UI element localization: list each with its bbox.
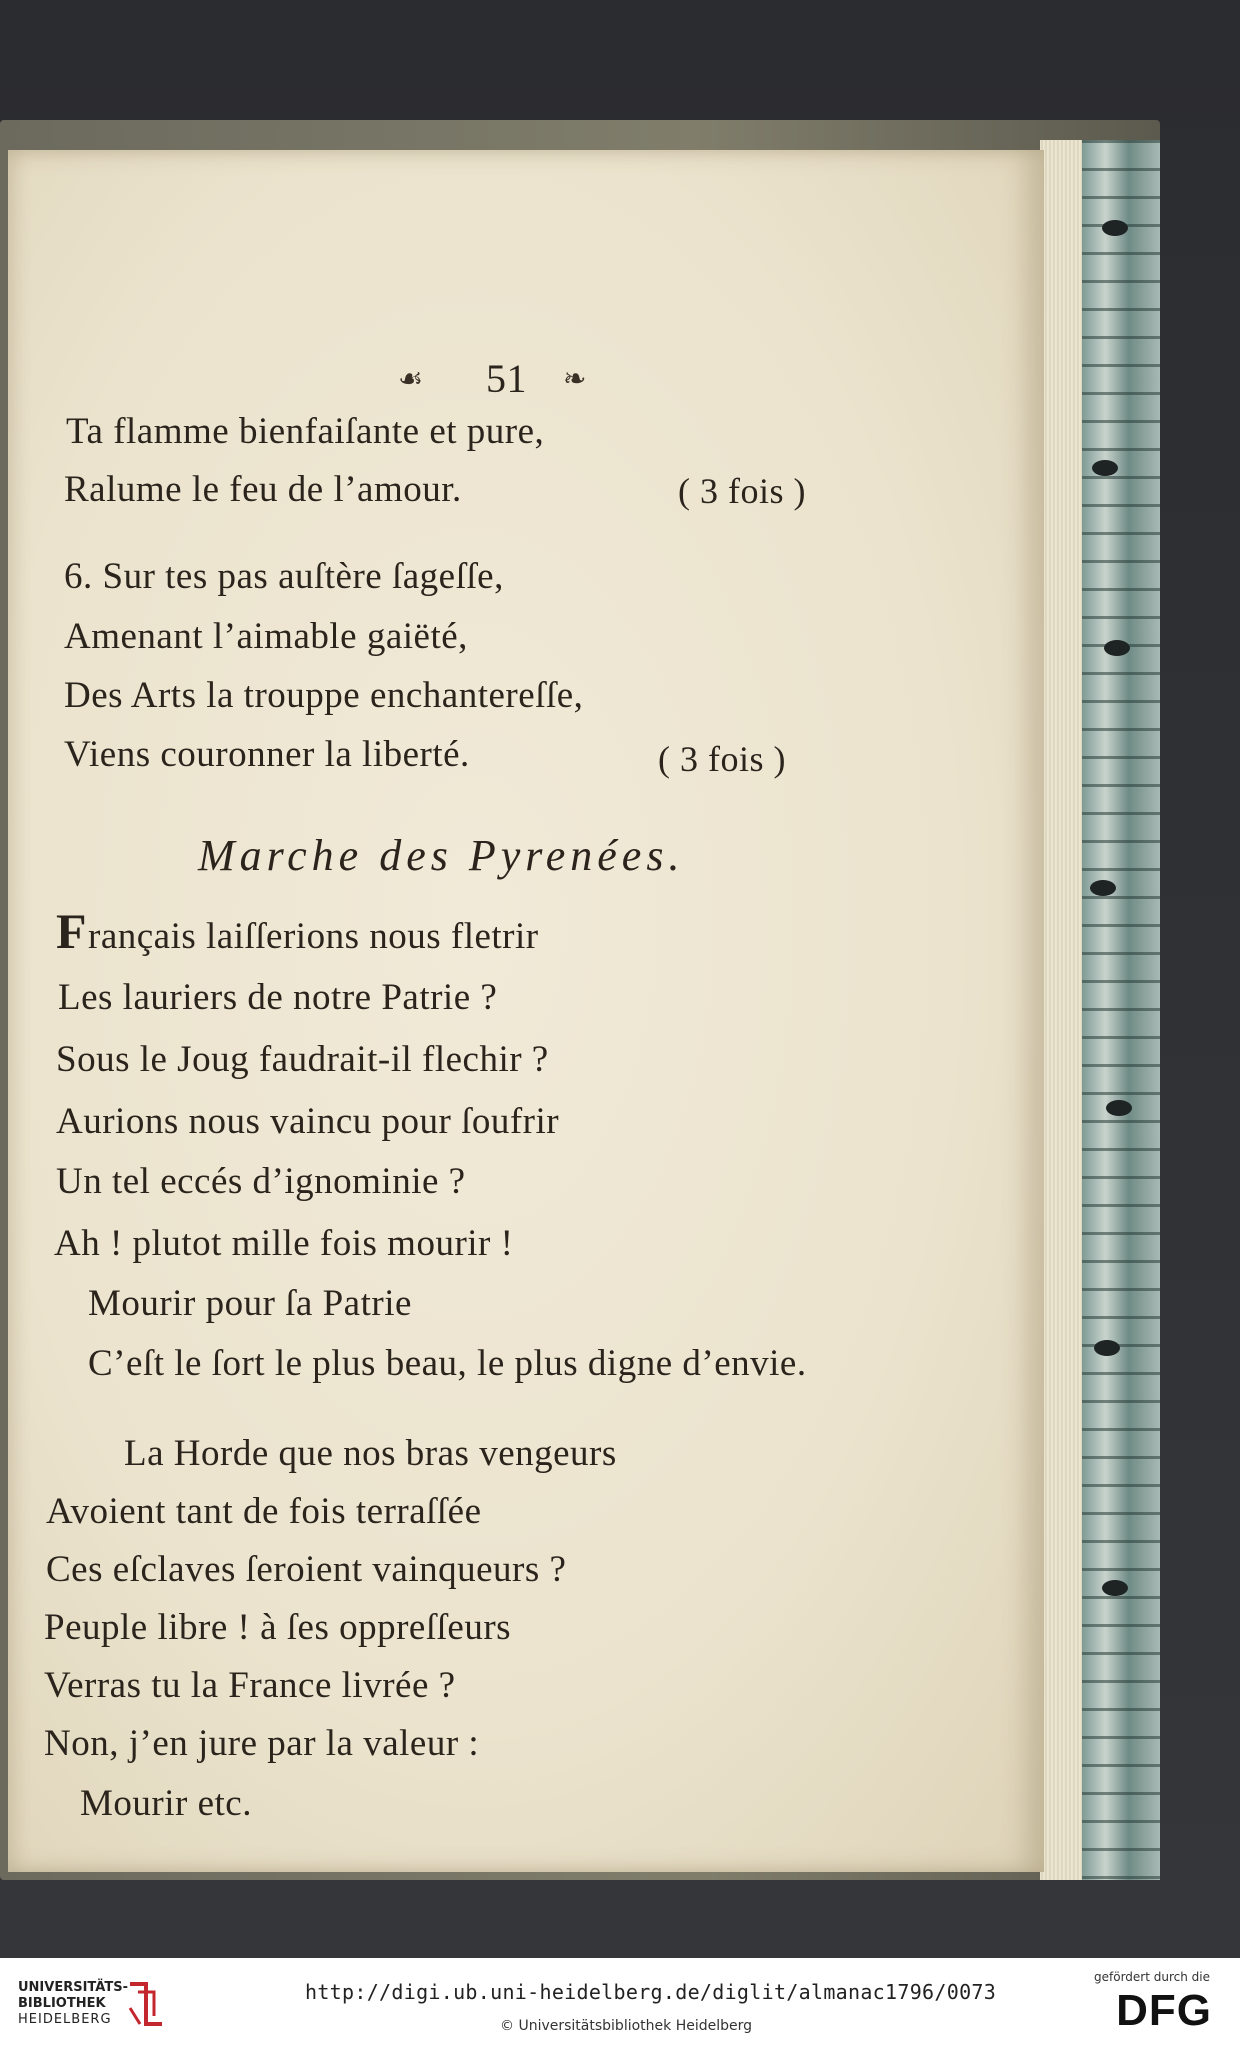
ornament-left: ☙: [398, 364, 424, 395]
text-line: Avoient tant de fois terraſſée: [46, 1491, 482, 1532]
logo-line: HEIDELBERG: [18, 2012, 112, 2027]
logo-line: UNIVERSITÄTS-: [18, 1980, 128, 1995]
text-line: Verras tu la France livrée ?: [44, 1665, 456, 1706]
repeat-marker: ( 3 fois ): [678, 471, 806, 511]
book-page: [8, 150, 1044, 1872]
song-title: Marche des Pyrenées.: [198, 831, 685, 880]
text-line: Ces eſclaves ſeroient vainqueurs ?: [46, 1549, 567, 1590]
refrain-line: C’eſt le ſort le plus beau, le plus digne d’envie.: [88, 1343, 807, 1384]
text-line: Des Arts la trouppe enchantereſſe,: [64, 675, 584, 716]
repeat-marker: ( 3 fois ): [658, 739, 786, 779]
text-line: rançais laiſſerions nous fletrir: [88, 916, 539, 957]
text-line: Sous le Joug faudrait‑il flechir ?: [56, 1039, 549, 1080]
ornament-right: ❧: [563, 364, 587, 395]
refrain-line: Mourir pour ſa Patrie: [88, 1283, 412, 1324]
text-line: Ta flamme bienfaiſante et pure,: [66, 411, 545, 452]
text-line: Un tel eccés d’ignominie ?: [56, 1161, 466, 1202]
funding-note: gefördert durch die: [1094, 1970, 1210, 1984]
text-line: Amenant l’aimable gaiëté,: [64, 616, 468, 657]
text-line: Aurions nous vaincu pour ſoufrir: [56, 1101, 560, 1142]
permalink-url[interactable]: http://digi.ub.uni-heidelberg.de/diglit/almanac1796/0073: [305, 1980, 997, 2004]
text-line: Non, j’en jure par la valeur :: [44, 1723, 480, 1764]
text-line: Mourir etc.: [80, 1783, 252, 1824]
library-logo-text[interactable]: [18, 1980, 128, 2028]
library-logo-icon[interactable]: [126, 1978, 168, 2030]
page-number: 51: [486, 356, 527, 401]
viewer-footer: [0, 1958, 1240, 2047]
page-stack-edge: [1040, 140, 1085, 1880]
logo-line: BIBLIOTHEK: [18, 1996, 106, 2011]
copyright-notice: © Universitätsbibliothek Heidelberg: [500, 2018, 753, 2034]
text-line: Les lauriers de notre Patrie ?: [58, 977, 498, 1018]
drop-capital: F: [56, 903, 88, 959]
text-line: Peuple libre ! à ſes oppreſſeurs: [44, 1607, 512, 1648]
text-line: Ralume le feu de l’amour.: [64, 469, 462, 510]
text-line: Viens couronner la liberté.: [64, 734, 470, 775]
dfg-logo[interactable]: DFG: [1116, 1986, 1212, 2035]
text-line: Ah ! plutot mille fois mourir !: [54, 1223, 514, 1264]
text-line: La Horde que nos bras vengeurs: [124, 1433, 617, 1474]
marbled-cover: [1082, 140, 1160, 1880]
text-line: 6. Sur tes pas auſtère ſageſſe,: [64, 556, 504, 597]
